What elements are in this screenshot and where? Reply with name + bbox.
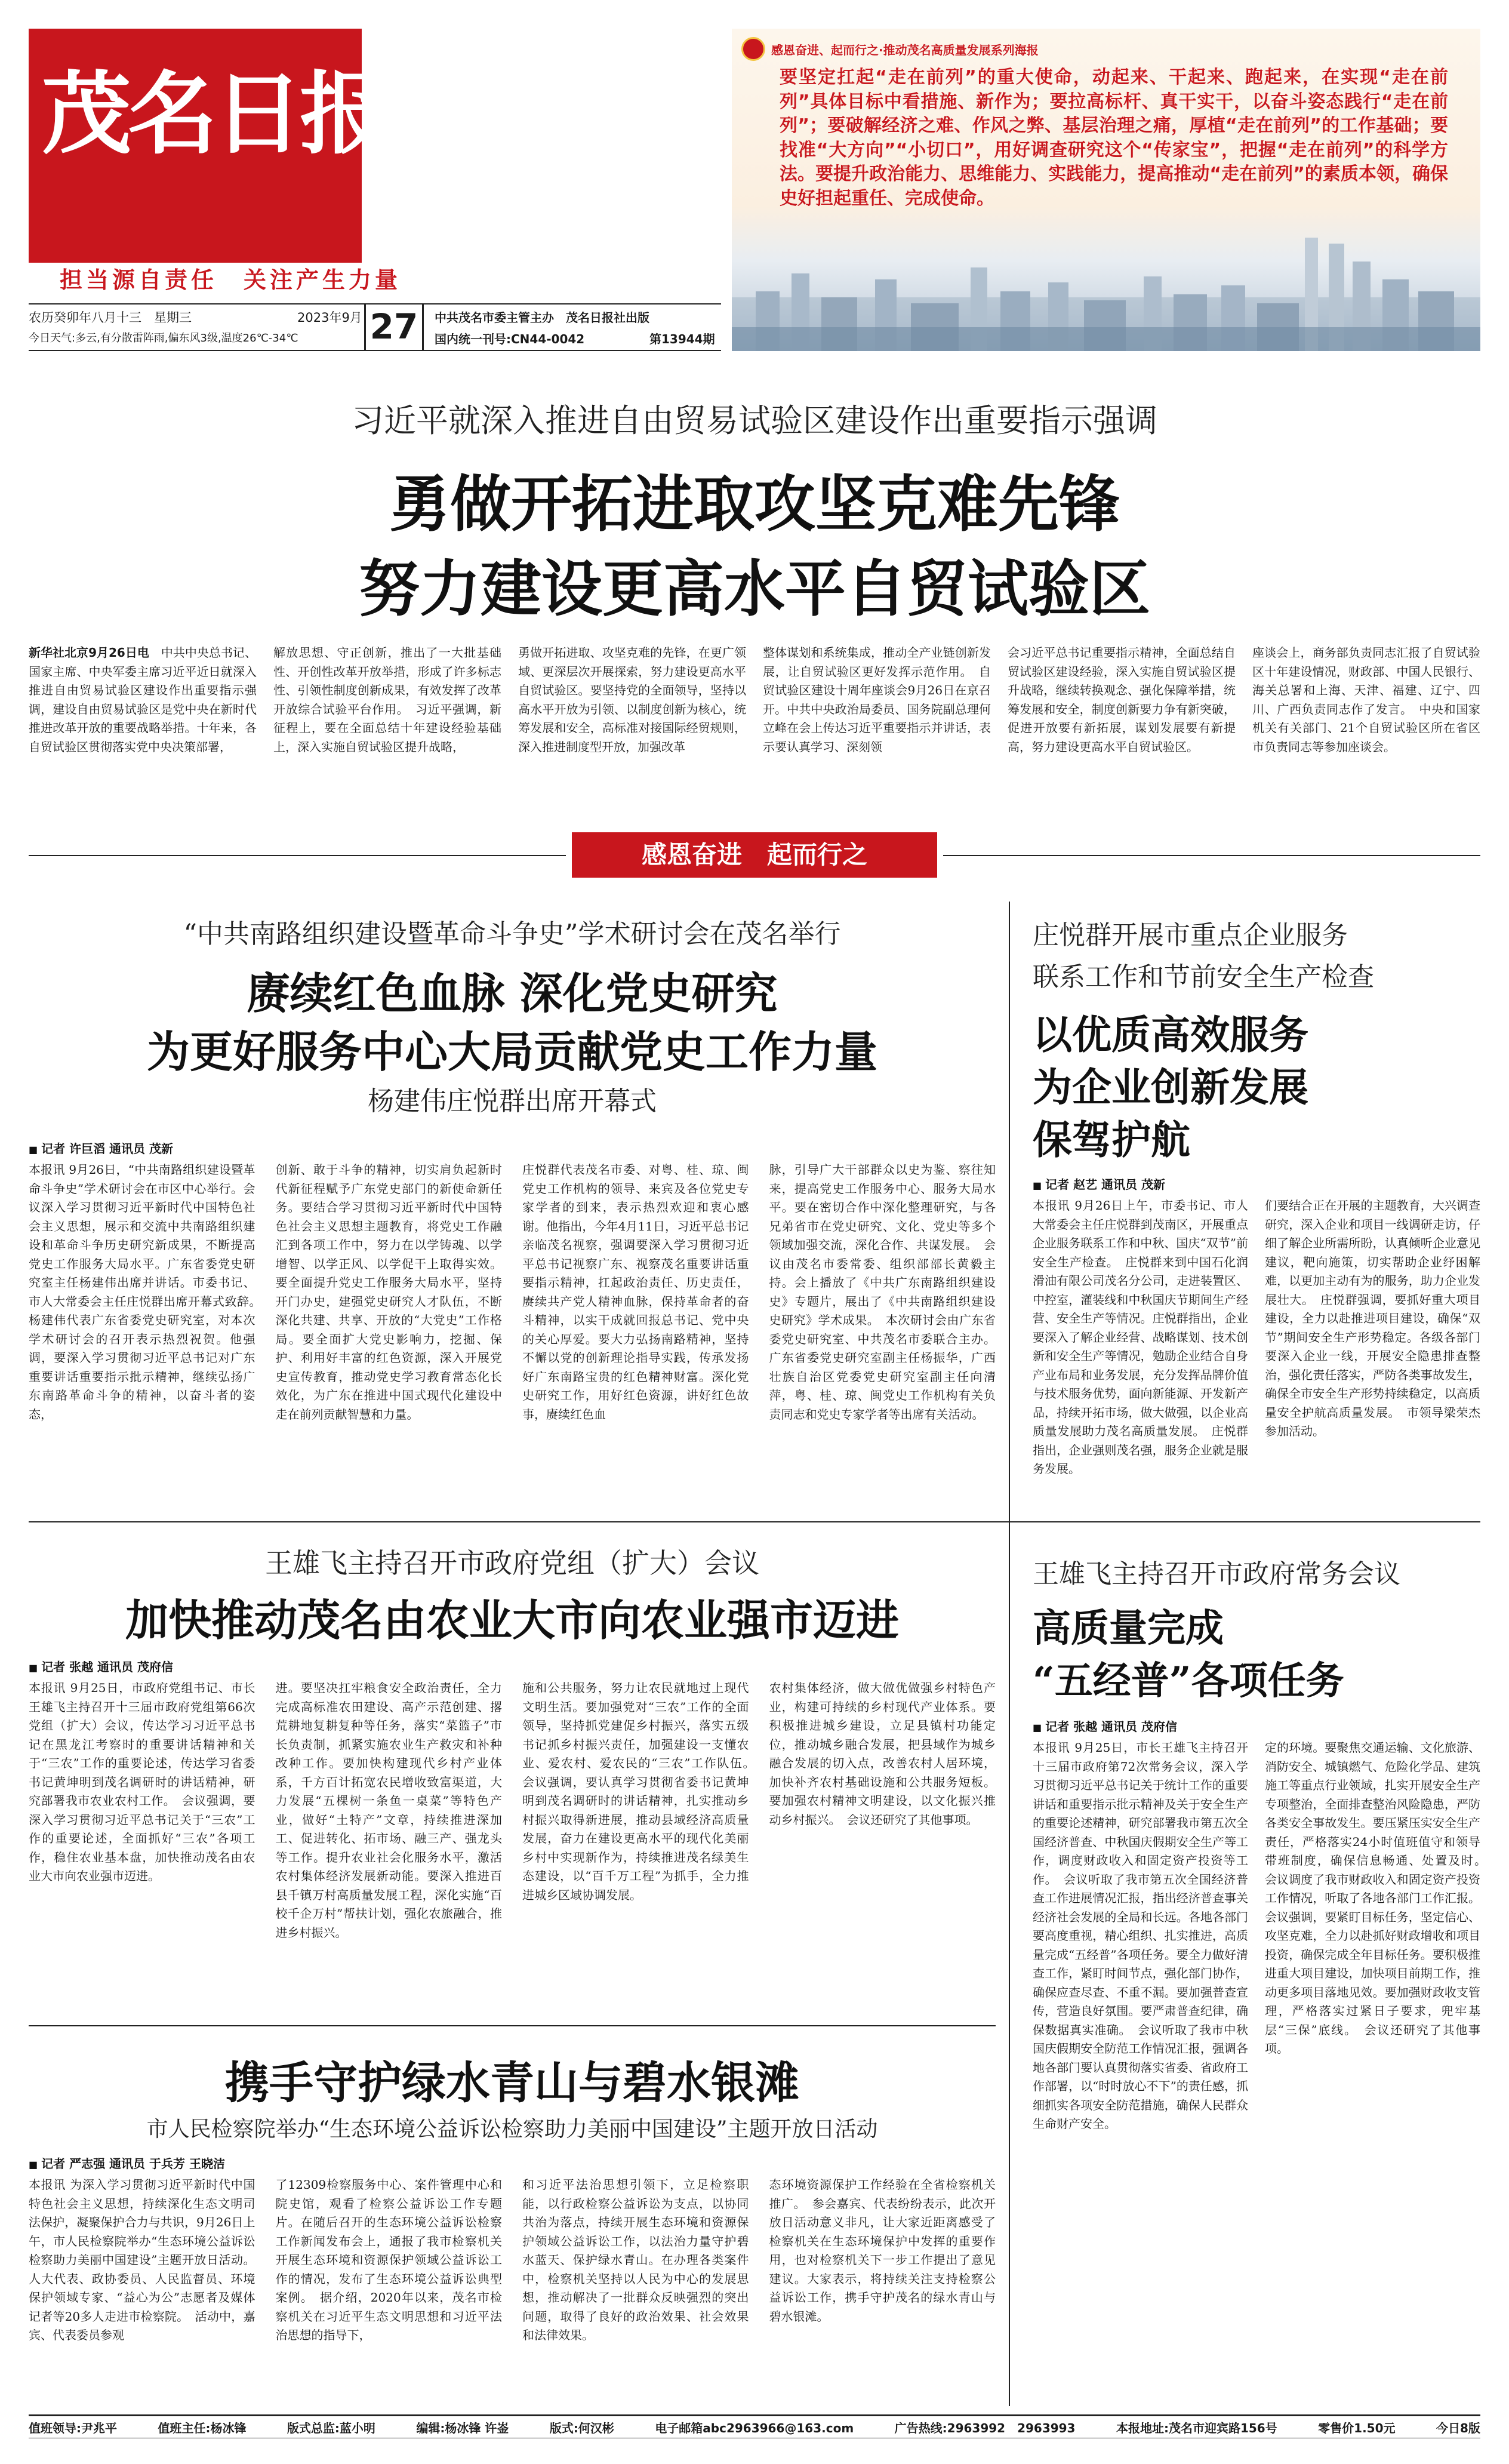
procuratorate-column-1: 本报讯 为深入学习贯彻习近平新时代中国特色社会主义思想，持续深化生态文明司法保护，凝聚保护合力与共识，9月26日上午，市人民检察院举办“生态环境公益诉讼检察助力美丽中国建设”主题开放日活动。人大代表、政协委员、人民监督员、环境保护领域专家、“益心为公”志愿者及媒体记者等20多人走进市检察院。 活动中，嘉宾、代表委员参观 [29,2177,255,2342]
agriculture-byline: ■ 记者 张越 通讯员 茂府信 [29,1657,173,1675]
enterprise-byline: ■ 记者 赵艺 通讯员 茂新 [1033,1175,1165,1192]
footer-pages: 今日8版 [1436,2420,1480,2435]
section-rule-left [29,855,566,856]
census-body [1033,1739,1492,2401]
footer-editor: 编辑:杨冰锋 许崟 [416,2420,509,2435]
story-rule-lower [29,2025,996,2026]
footer-duty-leader: 值班领导:尹兆平 [29,2420,117,2435]
column-divider-main [1009,902,1010,2406]
enterprise-kicker-2: 联系工作和节前安全生产检查 [1033,962,1374,992]
lead-column-3: 勇做开拓进取、攻坚克难的先锋，在更广领域、更深层次开展探索，努力建设更高水平自贸试验区。要坚持党的全面领导，坚持以高水平开放为引领、以制度创新为核心，统筹发展和安全，高标准对接国际经贸规则，深入推进制度型开放，加强改革 [518,645,746,754]
census-kicker: 王雄飞主持召开市政府常务会议 [1033,1559,1400,1589]
lead-headline-1: 勇做开拓进取攻坚克难先锋 [389,469,1120,540]
enterprise-headline-1: 以优质高效服务 [1033,1011,1308,1058]
enterprise-column-1: 本报讯 9月26日上午，市委书记、市人大常委会主任庄悦群到茂南区，开展重点企业服务联系工作和中秋、国庆“双节”前安全生产检查。 庄悦群来到中国石化润滑油有限公司茂名分公司，走进装置区、中控室，灌装线和中秋国庆节期间生产经营、安全生产等情况。庄悦群指出，企业要深入了解企业经营、战略谋划、技术创新和安全生产等情况，勉励企业结合自身产业布局和业务发展，充分发挥品牌价值与技术服务优势，面向新能源、开发新产品，持续开拓市场，做大做强，以企业高质量发展助力茂名高质量发展。 庄悦群指出，企业强则茂名强，服务企业就是服务发展。 [1033,1198,1248,1476]
census-headline-2: “五经普”各项任务 [1033,1659,1344,1703]
masthead-slogan: 担当源自责任 关注产生力量 [60,267,402,293]
agriculture-column-1: 本报讯 9月25日，市政府党组书记、市长王雄飞主持召开十三届市政府党组第66次党组（扩大）会议，传达学习习近平总书记在黑龙江考察时的重要讲话精神和关于“三农”工作的重要论述，传达学习省委书记黄坤明到茂名调研时的讲话精神，研究部署我市农业农村工作。 会议强调，要深入学习贯彻习近平总书记关于“三农”工作的重要论述，全面抓好“三农”各项工作，稳住农业基本盘，加快推动茂名由农业大市向农业强市迈进。 [29,1681,255,1883]
weather: 今日天气:多云,有分散雷阵雨,偏东风3级,温度26℃-34℃ [29,332,298,344]
banner-city-skyline [732,226,1480,351]
footer-bar [29,2414,1480,2438]
procuratorate-column-2: 了12309检察服务中心、案件管理中心和院史馆，观看了检察公益诉讼工作专题片。在随后召开的生态环境公益诉讼检察工作新闻发布会上，通报了我市检察机关开展生态环境和资源保护领域公益诉讼工作的情况，发布了生态环境公益诉讼典型案例。 据介绍，2020年以来，茂名市检察机关在习近平生态文明思想和习近平法治思想的指导下， [275,2177,502,2342]
lead-column-6: 座谈会上，商务部负责同志汇报了自贸试验区十年建设情况，财政部、中国人民银行、海关总署和上海、天津、福建、辽宁、四川、广西负责同志作了发言。 中央和国家机关有关部门、21个自贸试验区所在省区市负责同志等参加座谈会。 [1252,645,1480,754]
lunar-date: 农历癸卯年八月十三 星期三 [29,310,192,325]
footer-price: 零售价1.50元 [1318,2420,1396,2435]
lead-kicker: 习近平就深入推进自由贸易试验区建设作出重要指示强调 [352,402,1157,439]
procuratorate-column-3: 和习近平法治思想引领下，立足检察职能，以行政检察公益诉讼为支点，以协同共治为落点，持续开展生态环境和资源保护领域公益诉讼工作，以法治力量守护碧水蓝天、保护绿水青山。在办理各类案件中，检察机关坚持以人民为中心的发展思想，推动解决了一批群众反映强烈的突出问题，取得了良好的政治效果、社会效果和法律效果。 [522,2177,749,2342]
party-history-column-3: 庄悦群代表茂名市委、对粤、桂、琼、闽党史工作机构的领导、来宾及各位党史专家学者的到来，表示热烈欢迎和衷心感谢。他指出，今年4月11日，习近平总书记亲临茂名视察，强调要深入学习贯彻习近平总书记视察广东、视察茂名重要讲话重要指示精神，扛起政治责任、历史责任，赓续共产党人精神血脉，保持革命者的奋斗精神，以实干成就回报总书记、党中央的关心厚爱。要大力弘扬南路精神，坚持不懈以党的创新理论指导实践，传承发扬好广东南路宝贵的红色精神财富。深化党史研究工作，用好红色资源，讲好红色故事，赓续红色血 [522,1162,749,1422]
lead-column-1: 新华社北京9月26日电 中共中央总书记、国家主席、中央军委主席习近平近日就深入推进自由贸易试验区建设作出重要指示强调，建设自由贸易试验区是党中央在新时代推进改革开放的重要战略举措。十年来，各自贸试验区贯彻落实党中央决策部署， [29,645,257,754]
enterprise-column-2: 们要结合正在开展的主题教育，大兴调查研究，深入企业和项目一线调研走访，仔细了解企业所需所盼，认真倾听企业意见建议，靶向施策，切实帮助企业纾困解难，以更加主动有为的服务，助力企业发展壮大。 庄悦群强调，要抓好重大项目建设，全力以赴推进项目建设，确保“双节”期间安全生产形势稳定。各级各部门要深入企业一线，开展安全隐患排查整治，强化责任落实，严防各类事故发生，确保全市安全生产形势持续稳定，以高质量安全护航高质量发展。 市领导梁荣杰参加活动。 [1265,1198,1480,1438]
agriculture-body [29,1679,996,2007]
party-history-column-2: 创新、敢于斗争的精神，切实肩负起新时代新征程赋予广东党史部门的新使命新任务。要结合学习贯彻习近平新时代中国特色社会主义思想主题教育，将党史工作融汇到各项工作中，努力在以学铸魂、以学增智、以学正风、以学促干上取得实效。要全面提升党史工作服务大局水平，坚持开门办史，建强党史研究人才队伍，不断深化共建、共享、开放的“大党史”工作格局。要全面扩大党史影响力，挖掘、保护、利用好丰富的红色资源，深入开展党史宣传教育，推动党史学习教育常态化长效化，为广东在推进中国式现代化建设中走在前列贡献智慧和力量。 [275,1162,502,1422]
party-history-byline: ■ 记者 许巨滔 通讯员 茂新 [29,1139,173,1156]
story-rule-mid [29,1521,1480,1522]
issue-day: 27 [364,303,424,350]
procuratorate-byline: ■ 记者 严志强 通讯员 于兵芳 王晓洁 [29,2154,225,2171]
agriculture-kicker: 王雄飞主持召开市政府党组（扩大）会议 [265,1547,759,1579]
party-history-subhead: 杨建伟庄悦群出席开幕式 [368,1086,657,1116]
party-history-body [29,1161,996,1495]
enterprise-kicker-1: 庄悦群开展市重点企业服务 [1033,920,1348,950]
section-banner: 感恩奋进 起而行之 [572,832,937,878]
procuratorate-column-4: 态环境资源保护工作经验在全省检察机关推广。 参会嘉宾、代表纷纷表示，此次开放日活动意义非凡，让大家近距离感受了检察机关在生态环境保护中发挥的重要作用，也对检察机关下一步工作提出了意见建议。大家表示，将持续关注支持检察公益诉讼工作，携手守护茂名的绿水青山与碧水银滩。 [769,2177,996,2324]
banner-series-title: 感恩奋进、起而行之·推动茂名高质量发展系列海报 [771,43,1039,57]
census-headline-1: 高质量完成 [1033,1606,1224,1651]
lead-column-2: 解放思想、守正创新，推出了一大批基础性、开创性改革开放举措，形成了许多标志性、引领性制度创新成果，有效发挥了改革开放综合试验平台作用。 习近平强调，新征程上，要在全面总结十年建设经验基础上，深入实施自贸试验区提升战略， [273,645,501,754]
agriculture-headline: 加快推动茂名由农业大市向农业强市迈进 [125,1595,899,1645]
banner-series-logo-icon [741,37,765,61]
party-history-headline-2: 为更好服务中心大局贡献党史工作力量 [146,1026,877,1077]
masthead-logo: 茂名日报 [42,61,386,167]
issn: 国内统一刊号:CN44-0042 [435,332,585,346]
party-history-kicker: “中共南路组织建设暨革命斗争史”学术研讨会在茂名举行 [183,919,841,949]
banner-text: 要坚定扛起“走在前列”的重大使命，动起来、干起来、跑起来，在实现“走在前列”具体目标中看措施、新作为；要拉高标杆、真干实干，以奋斗姿态践行“走在前列”；要破解经济之难、作风之弊、基层治理之痛，厚植“走在前列”的工作基础；要找准“大方向”“小切口”，用好调查研究这个“传家宝”，把握“走在前列”的科学方法。要提升政治能力、思维能力、实践能力，提高推动“走在前列”的素质本领，确保史好担起重任、完成使命。 [780,67,1448,209]
enterprise-body [1033,1196,1480,1495]
footer-address: 本报地址:茂名市迎宾路156号 [1116,2420,1277,2435]
footer-layout: 版式:何汉彬 [549,2420,614,2435]
census-column-2: 定的环境。要聚焦交通运输、文化旅游、消防安全、城镇燃气、危险化学品、建筑施工等重点行业领域，扎实开展安全生产专项整治，全面排查整治风险隐患，严防各类安全事故发生。要压紧压实安全生产责任，严格落实24小时值班值守和领导带班制度，确保信息畅通、处置及时。 会议调度了我市财政收入和固定资产投资工作情况，听取了各地各部门工作汇报。会议强调，要紧盯目标任务，坚定信心、攻坚克难，全力以赴抓好财政增收和项目投资，确保完成全年目标任务。要积极推进重大项目建设，加快项目前期工作，推动更多项目落地见效。要加强财政收支管理，严格落实过紧日子要求，兜牢基层“三保”底线。 会议还研究了其他事项。 [1265,1740,1492,2056]
census-byline: ■ 记者 张越 通讯员 茂府信 [1033,1717,1177,1734]
census-column-1: 本报讯 9月25日，市长王雄飞主持召开十三届市政府第72次常务会议，深入学习贯彻习近平总书记关于统计工作的重要讲话和重要指示批示精神及关于安全生产的重要论述精神，研究部署我市第五次全国经济普查、中秋国庆假期安全生产等工作，调度财政收入和固定资产投资等工作。 会议听取了我市第五次全国经济普查工作进展情况汇报，指出经济普查事关经济社会发展的全局和长远。各地各部门要高度重视，精心组织、扎实推进，高质量完成“五经普”各项任务。要全力做好清查工作，紧盯时间节点，强化部门协作，确保应查尽查、不重不漏。要加强普查宣传，营造良好氛围。要严肃普查纪律，确保数据真实准确。 会议听取了我市中秋国庆假期安全防范工作情况汇报，强调各地各部门要认真贯彻落实省委、省政府工作部署，以“时时放心不下”的责任感，抓细抓实各项安全防范措施，确保人民群众生命财产安全。 [1033,1740,1248,2131]
footer-email: 电子邮箱abc2963966@163.com [655,2420,854,2435]
party-history-column-1: 本报讯 9月26日，“中共南路组织建设暨革命斗争史”学术研讨会在市区中心举行。会议深入学习贯彻习近平新时代中国特色社会主义思想，展示和交流中共南路组织建设和革命斗争历史研究新成果，不断提高党史工作服务大局水平。广东省委党史研究室主任杨建伟出席并讲话。市委书记、市人大常委会主任庄悦群出席开幕式致辞。 杨建伟代表广东省委党史研究室，对本次学术研讨会的召开表示热烈祝贺。他强调，要深入学习贯彻习近平总书记对广东重要讲话重要指示批示精神，继续弘扬广东南路革命斗争的精神，以奋斗者的姿态， [29,1162,267,1422]
footer-layout-director: 版式总监:蓝小明 [287,2420,375,2435]
agriculture-column-4: 农村集体经济，做大做优做强乡村特色产业，构建可持续的乡村现代产业体系。要积极推进城乡建设，立足县镇村功能定位，推动城乡融合发展，把县域作为城乡融合发展的切入点，改善农村人居环境，加快补齐农村基础设施和公共服务短板。要加强农村精神文明建设，以文化振兴推动乡村振兴。 会议还研究了其他事项。 [769,1681,996,1827]
lead-column-5: 会习近平总书记重要指示精神，全面总结自贸试验区建设经验，深入实施自贸试验区提升战略，继续转换观念、强化保障举措，统筹发展和安全，制度创新要力争有新突破，促进开放要有新拓展，谋划发展要有新提高，努力建设更高水平自贸试验区。 [1008,645,1236,754]
publisher: 中共茂名市委主管主办 茂名日报社出版 [435,310,649,325]
footer-duty-editor: 值班主任:杨冰锋 [158,2420,247,2435]
issue-info-block [29,303,721,351]
enterprise-headline-2: 为企业创新发展 [1033,1064,1308,1111]
lead-dateline: 新华社北京9月26日电 [29,645,149,660]
procuratorate-subhead: 市人民检察院举办“生态环境公益诉讼检察助力美丽中国建设”主题开放日活动 [146,2117,878,2142]
party-history-column-4: 脉，引导广大干部群众以史为鉴、察往知来，提高党史工作服务中心、服务大局水平。要在密切合作中深化整理研究，与各兄弟省市在党史研究、文化、党史等多个领域加强交流，深化合作、共谋发展。 会议由茂名市委常委、组织部部长黄毅主持。会上播放了《中共广东南路组织建设史》专题片，展出了《中共南路组织建设史研究》学术成果。 本次研讨会由广东省委党史研究室、中共茂名市委联合主办。广东省委党史研究室副主任杨振华，广西壮族自治区党委党史研究室副主任向清萍，粤、桂、琼、闽党史工作机构有关负责同志和党史专家学者等出席有关活动。 [769,1162,996,1422]
lead-body [29,644,1480,812]
year-month: 2023年9月 [297,310,362,325]
procuratorate-body [29,2176,996,2403]
enterprise-headline-3: 保驾护航 [1033,1116,1190,1163]
procuratorate-headline: 携手守护绿水青山与碧水银滩 [225,2057,799,2109]
issue-number: 第13944期 [649,332,715,346]
party-history-headline-1: 赓续红色血脉 深化党史研究 [247,968,778,1019]
footer-ad-hotline: 广告热线:2963992 2963993 [894,2420,1076,2435]
lead-column-4: 整体谋划和系统集成，推动全产业链创新发展，让自贸试验区更好发挥示范作用。 自贸试验区建设十周年座谈会9月26日在京召开。中共中央政治局委员、国务院副总理何立峰在会上传达习近平重要指示并讲话，表示要认真学习、深刻领 [763,645,991,754]
banner-poster [732,29,1480,351]
agriculture-column-3: 施和公共服务，努力让农民就地过上现代文明生活。要加强党对“三农”工作的全面领导，坚持抓党建促乡村振兴，落实五级书记抓乡村振兴责任，加强建设一支懂农业、爱农村、爱农民的“三农”工作队伍。 会议强调，要认真学习贯彻省委书记黄坤明到茂名调研时的讲话精神，扎实推动乡村振兴取得新进展，推动县域经济高质量发展，奋力在建设更高水平的现代化美丽乡村中实现新作为，持续推进茂名绿美生态建设，以“百千万工程”为抓手，全力推进城乡区域协调发展。 [522,1681,761,1902]
section-rule-right [943,855,1480,856]
agriculture-column-2: 进。要坚决扛牢粮食安全政治责任，全力完成高标准农田建设、高产示范创建、撂荒耕地复耕复种等任务，落实“菜篮子”市长负责制，抓紧实施农业生产救灾和补种改种工作。要加快构建现代乡村产业体系，千方百计拓宽农民增收致富渠道，大力发展“五棵树一条鱼一桌菜”等特色产业，做好“土特产”文章，持续推进深加工、促进转化、拓市场、融三产、强龙头等工作。提升农业社会化服务水平，激活农村集体经济发展新动能。要深入推进百县千镇万村高质量发展工程，深化实施“百校千企万村”帮扶计划，强化农旅融合，推进乡村振兴。 [275,1681,502,1940]
lead-headline-2: 努力建设更高水平自贸试验区 [359,553,1150,625]
